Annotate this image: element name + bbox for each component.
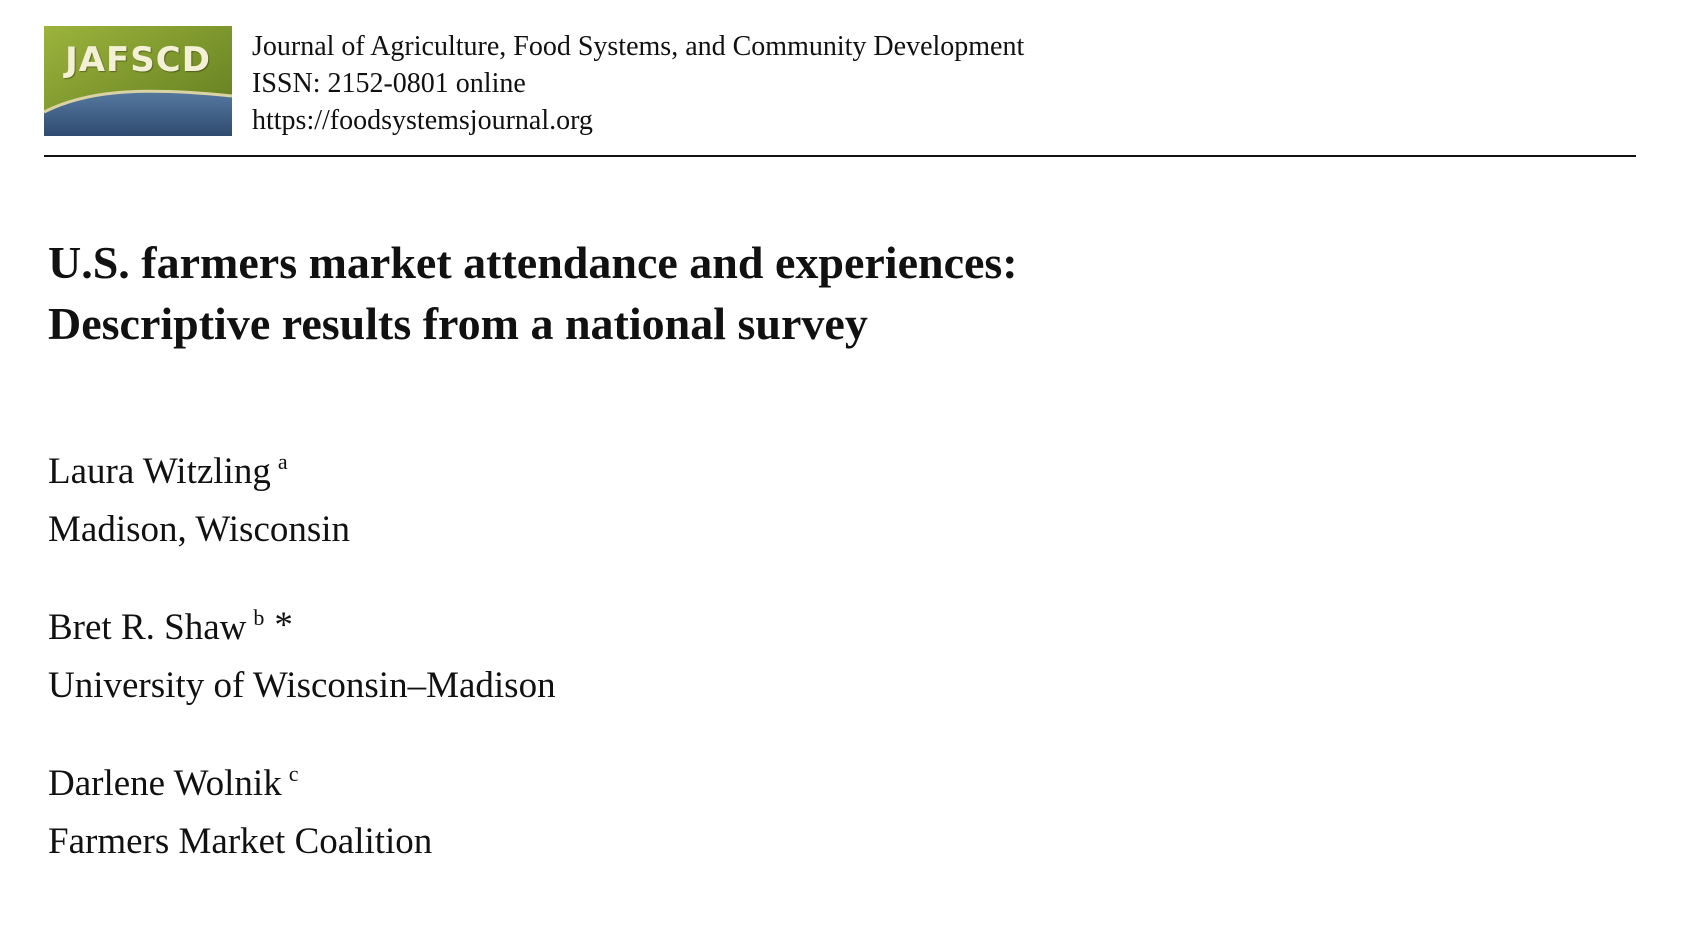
logo-wordmark [44,40,232,80]
header-divider [44,155,1636,157]
journal-info [252,28,1024,139]
article-title-line-2: Descriptive results from a national survey [48,298,868,349]
author-affiliation: Madison, Wisconsin [48,509,351,550]
author-affiliation-marker: b [253,605,265,630]
author-block [48,757,556,869]
author-affiliation: Farmers Market Coalition [48,821,433,862]
corresponding-author-marker: * [274,605,293,646]
author-affiliation-marker: a [277,449,288,474]
author-name-line [48,601,556,659]
article-title-line-1: U.S. farmers market attendance and experiences: [48,237,1018,288]
author-affiliation-marker: c [288,761,299,786]
author-name: Laura Witzling [48,451,271,492]
journal-issn: ISSN: 2152-0801 online [252,68,526,99]
author-name: Darlene Wolnik [48,763,282,804]
article-title [48,232,1018,354]
author-block [48,601,556,713]
logo-text: JAFSCD [65,40,211,80]
journal-name: Journal of Agriculture, Food Systems, and Community Development [252,31,1025,62]
author-block [48,445,556,557]
author-affiliation: University of Wisconsin–Madison [48,665,556,706]
author-name-line [48,757,556,815]
author-name-line [48,445,556,503]
author-name: Bret R. Shaw [48,607,247,648]
jafscd-logo [44,26,232,136]
journal-url[interactable]: https://foodsystemsjournal.org [252,105,593,136]
author-list [48,445,556,913]
journal-header [44,26,1024,139]
